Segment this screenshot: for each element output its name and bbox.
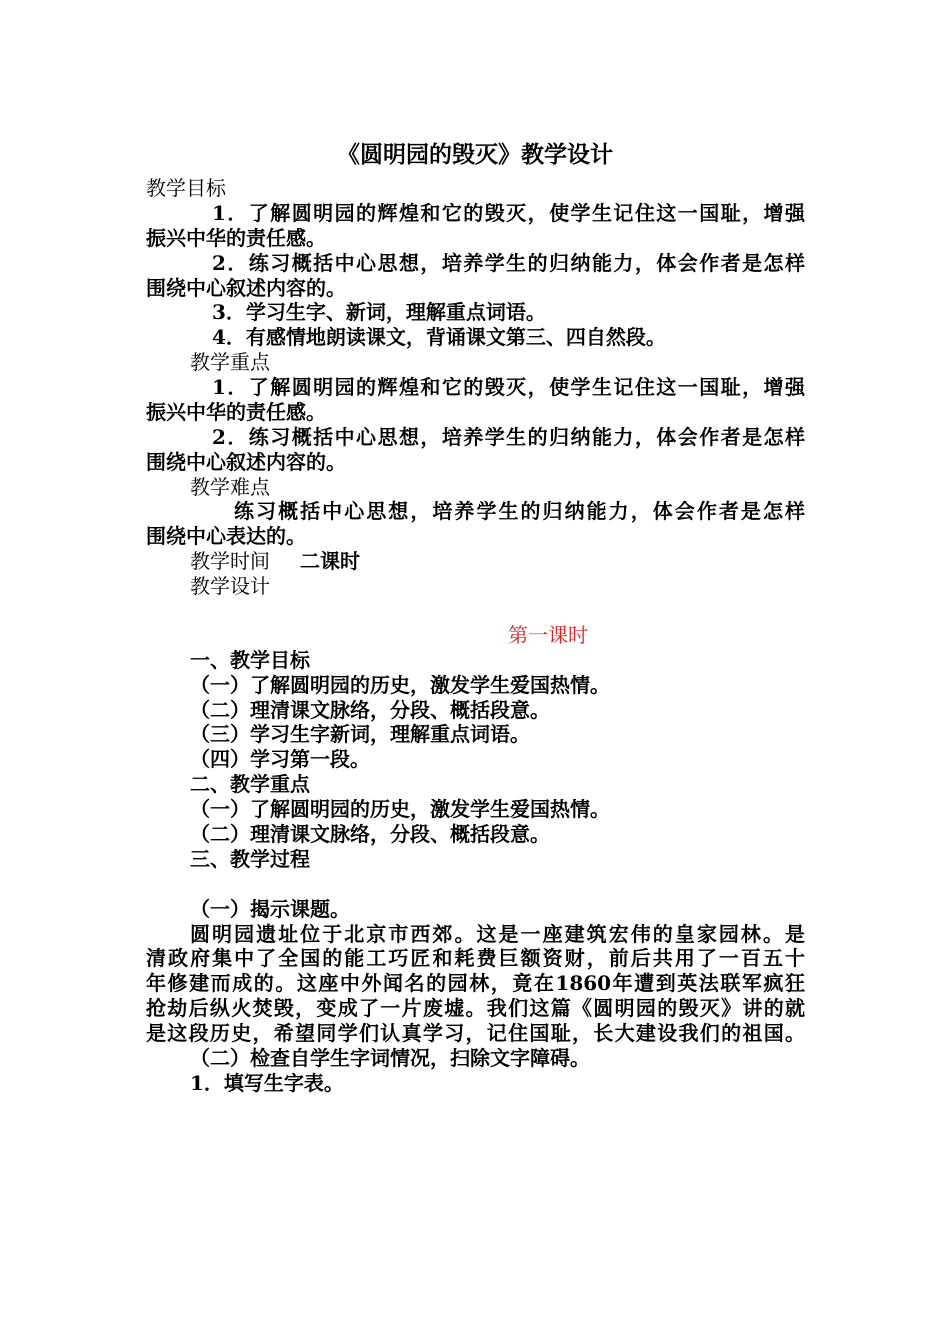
lesson-key-heading: 二、教学重点	[190, 772, 310, 796]
difficulty-line-1: 练习概括中心思想，培养学生的归纳能力，体会作者是怎样	[234, 499, 805, 523]
key-point-1-line-1: 1．了解圆明园的辉煌和它的毁灭，使学生记住这一国耻，增强	[212, 375, 805, 399]
step-1-paragraph-line: 是这段历史，希望同学们认真学习，记住国耻，长大建设我们的祖国。	[146, 1021, 805, 1045]
lesson-key-point-1: （一）了解圆明园的历史，激发学生爱国热情。	[190, 797, 610, 821]
lesson-objectives-heading: 一、教学目标	[190, 648, 310, 672]
objective-4: 4．有感情地朗读课文，背诵课文第三、四自然段。	[212, 325, 666, 349]
lesson-objective-2: （二）理清课文脉络，分段、概括段意。	[190, 698, 550, 722]
key-point-2-line-1: 2．练习概括中心思想，培养学生的归纳能力，体会作者是怎样	[212, 425, 805, 449]
key-points-heading: 教学重点	[190, 350, 270, 374]
step-2-item-1: 1．填写生字表。	[190, 1071, 344, 1095]
document-title: 《圆明园的毁灭》教学设计	[337, 141, 613, 168]
lesson-process-heading: 三、教学过程	[190, 847, 310, 871]
objective-2-line-2: 围绕中心叙述内容的。	[146, 276, 346, 300]
time-value: 二课时	[300, 549, 360, 573]
key-point-2-line-2: 围绕中心叙述内容的。	[146, 450, 346, 474]
design-heading: 教学设计	[190, 574, 270, 598]
objective-3: 3．学习生字、新词，理解重点词语。	[212, 300, 546, 324]
lesson-objective-3: （三）学习生字新词，理解重点词语。	[190, 722, 530, 746]
lesson-objective-1: （一）了解圆明园的历史，激发学生爱国热情。	[190, 673, 610, 697]
lesson-key-point-2: （二）理清课文脉络，分段、概括段意。	[190, 822, 550, 846]
objective-2-line-1: 2．练习概括中心思想，培养学生的归纳能力，体会作者是怎样	[212, 251, 805, 275]
objectives-heading: 教学目标	[146, 176, 226, 200]
key-point-1-line-2: 振兴中华的责任感。	[146, 400, 326, 424]
objective-1-line-1: 1．了解圆明园的辉煌和它的毁灭，使学生记住这一国耻，增强	[212, 201, 805, 225]
step-1-heading: （一）揭示课题。	[190, 897, 350, 921]
time-heading: 教学时间	[190, 549, 270, 573]
step-1-paragraph-line: 清政府集中了全国的能工巧匠和耗费巨额资财，前后共用了一百五十	[146, 946, 805, 970]
difficulty-heading: 教学难点	[190, 475, 270, 499]
difficulty-line-2: 围绕中心表达的。	[146, 524, 306, 548]
lesson-1-heading: 第一课时	[508, 623, 588, 647]
step-2-heading: （二）检查自学生字词情况，扫除文字障碍。	[190, 1046, 590, 1070]
lesson-objective-4: （四）学习第一段。	[190, 747, 370, 771]
objective-1-line-2: 振兴中华的责任感。	[146, 226, 326, 250]
step-1-paragraph-line: 圆明园遗址位于北京市西郊。这是一座建筑宏伟的皇家园林。是	[190, 922, 805, 946]
step-1-paragraph-line: 年修建而成的。这座中外闻名的园林，竟在1860年遭到英法联军疯狂	[146, 971, 805, 995]
step-1-paragraph-line: 抢劫后纵火焚毁，变成了一片废墟。我们这篇《圆明园的毁灭》讲的就	[146, 996, 805, 1020]
